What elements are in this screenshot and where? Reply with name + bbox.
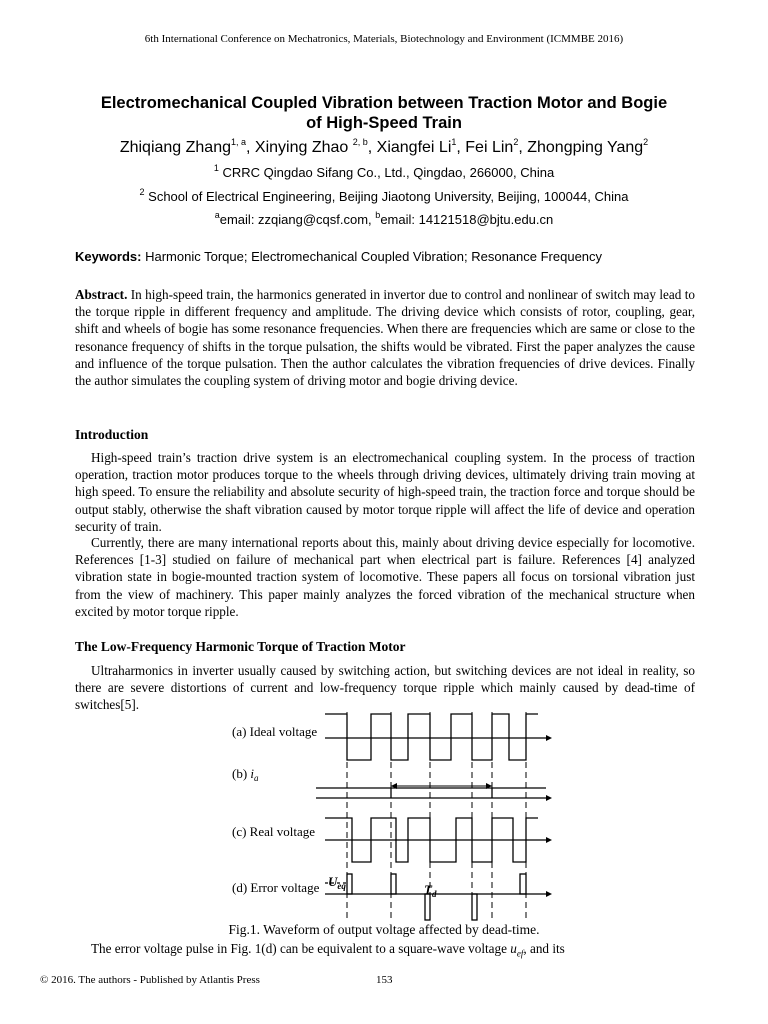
author-sup: 1 — [451, 137, 457, 147]
axis-a-arrow — [546, 735, 552, 741]
error-pulse — [391, 874, 396, 894]
symbol-sub: ef — [516, 948, 524, 959]
text-fragment: , and its — [523, 941, 565, 956]
figure-caption: Fig.1. Waveform of output voltage affected by dead-time. — [228, 922, 540, 937]
td-label: $T_d$ — [424, 882, 437, 899]
author-sup: 2 — [513, 137, 519, 147]
axis-d-arrow — [546, 891, 552, 897]
abstract — [75, 286, 695, 389]
affiliation-sup: 1 — [213, 163, 219, 173]
affiliation-text: School of Electrical Engineering, Beijing Jiaotong University, Beijing, 100044, China — [148, 189, 629, 204]
error-pulse — [425, 894, 430, 920]
email-line — [40, 212, 728, 227]
author-name: Xinying Zhao — [254, 139, 349, 156]
section2-paragraph-1: Ultraharmonics in inverter usually caused by switching action, but switching devices are not ideal in reality, so there are severe distortions of current and low-frequency torque ripple which mainly caused by dead-time of switches[5]. — [75, 663, 695, 713]
section-heading-introduction: Introduction — [75, 427, 149, 442]
author-sup: 1, a — [231, 137, 247, 147]
intro-paragraph-1: High-speed train’s traction drive system is an electromechanical coupling system. In the process of traction operation, traction motor produces torque to the wheels through driving devices, ultimately driving train moving at high speed. To ensure the reliability and absolute security of high-speed train, the traction force and torque should be output stably, otherwise the shaft vibration caused by motor torque ripple will affect the life of device and operation security of train. — [75, 450, 695, 534]
author-name: Zhongping Yang — [527, 139, 644, 156]
conference-header: 6th International Conference on Mechatronics, Materials, Biotechnology and Environment (ICMMBE 2016) — [144, 33, 624, 45]
error-pulse — [520, 874, 526, 894]
dashed-guides — [347, 712, 526, 918]
author-name: Xiangfei Li — [376, 139, 452, 156]
ideal-voltage-wave — [325, 714, 538, 760]
author-name: Zhiqiang Zhang — [119, 139, 231, 156]
symbol-u: u — [510, 941, 517, 956]
email-b: email: 14121518@bjtu.edu.cn — [380, 212, 554, 227]
page-number: 153 — [376, 974, 393, 986]
label-real-voltage: (c) Real voltage — [232, 824, 316, 839]
email-a: email: zzqiang@cqsf.com, — [219, 212, 372, 227]
title-line-2: of High-Speed Train — [306, 114, 462, 132]
label-current: (b) $i_a$ — [232, 766, 259, 783]
intro-paragraph-2: Currently, there are many international reports about this, mainly about driving device especially for locomotive. References [1-3] studied on failure of mechanical part when electrical part is failure. References [4] analyzed vibration state in bogie-mounted traction system of locomotive. These papers all focus on torsional vibration just from the view of machinery. This paper mainly analyzes the forced vibration of the mechanical structure when excited by motor torque ripple. — [75, 535, 695, 619]
figure-1 — [228, 708, 558, 931]
ueq-label: $U_{eq}$ — [328, 874, 346, 891]
footer-copyright: © 2016. The authors - Published by Atlantis Press — [40, 974, 260, 986]
paper-title — [40, 93, 728, 133]
label-error-voltage: (d) Error voltage — [232, 880, 320, 895]
author-name: Fei Lin — [465, 139, 514, 156]
error-pulse — [472, 894, 477, 920]
author-list: Zhiqiang Zhang$^{1, a}$, Xinying Zhao $^{2, b}$, Xiangfei Li$^1$, Fei Lin$^2$, Zhongping Yang$^2$ — [119, 137, 649, 156]
section-heading-low-frequency: The Low-Frequency Harmonic Torque of Traction Motor — [75, 639, 406, 654]
label-ideal-voltage: (a) Ideal voltage — [232, 724, 318, 739]
waveform-diagram — [228, 708, 558, 926]
keywords-label: Keywords: — [75, 249, 142, 264]
keywords-text: Harmonic Torque; Electromechanical Coupled Vibration; Resonance Frequency — [145, 249, 603, 264]
affiliation-text: CRRC Qingdao Sifang Co., Ltd., Qingdao, 266000, China — [222, 165, 555, 180]
affiliation-1 — [40, 165, 728, 180]
affiliation-sup: 2 — [139, 187, 145, 197]
abstract-text: In high-speed train, the harmonics generated in invertor due to control and nonlinear of switch may lead to the torque ripple in different frequency and amplitude. The driving device which consists of rotor, coupling, gear, shift and wheels of bogie has some resonance frequencies. When there are frequencies which are same or close to the resonance frequency of shifts in the torque pulsation, the shifts would be vibrated. First the paper analyzes the cause and influence of the torque pulsation. Then the author calculates the vibration frequencies of drive devices. Finally the author simulates the coupling system of driving motor and bogie driving device. — [75, 287, 695, 389]
author-sup: 2 — [643, 137, 649, 147]
continuing-paragraph — [75, 940, 695, 963]
author-sup: 2, b — [352, 137, 368, 147]
title-line-1: Electromechanical Coupled Vibration between Traction Motor and Bogie — [100, 94, 668, 112]
axis-c-arrow — [546, 837, 552, 843]
keywords — [75, 249, 695, 264]
email-sup: b — [375, 210, 381, 220]
error-pulse — [347, 874, 352, 894]
axis-b-arrow — [546, 795, 552, 801]
email-sup: a — [214, 210, 220, 220]
affiliation-2 — [40, 189, 728, 204]
abstract-label: Abstract. — [75, 287, 128, 302]
text-fragment: The error voltage pulse in Fig. 1(d) can be equivalent to a square-wave voltage — [91, 941, 507, 956]
